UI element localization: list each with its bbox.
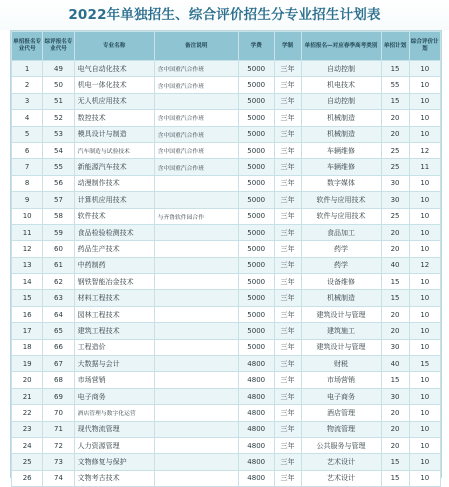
zong-ping-plan-cell: 10: [409, 224, 440, 240]
duration-cell: 三年: [274, 405, 301, 421]
dan-zhao-plan-cell: 25: [381, 159, 409, 175]
tuition-cell: 5000: [238, 61, 274, 77]
exam-category-cell: 市场营销: [301, 372, 381, 388]
exam-category-cell: 物流管理: [301, 421, 381, 437]
tuition-cell: 5000: [238, 159, 274, 175]
dan-zhao-plan-cell: 20: [381, 224, 409, 240]
table-row: [12, 274, 441, 290]
major-name-cell: 工程造价: [74, 339, 154, 355]
exam-category-cell: 建筑施工: [301, 323, 381, 339]
zong-ping-code-cell: 63: [43, 290, 74, 306]
duration-cell: 三年: [274, 323, 301, 339]
zong-ping-code-cell: 58: [43, 208, 74, 224]
table-row: [12, 175, 441, 191]
dan-zhao-code-cell: 19: [12, 356, 43, 372]
remark-cell: [154, 421, 238, 437]
exam-category-cell: 酒店管理: [301, 405, 381, 421]
dan-zhao-code-cell: 23: [12, 421, 43, 437]
duration-cell: 三年: [274, 126, 301, 142]
tuition-cell: 4800: [238, 437, 274, 453]
header-cell: 综合评价计划: [409, 32, 440, 61]
exam-category-cell: 软件与应用技术: [301, 208, 381, 224]
zong-ping-code-cell: 68: [43, 372, 74, 388]
zong-ping-code-cell: 60: [43, 241, 74, 257]
duration-cell: 三年: [274, 93, 301, 109]
major-name-cell: 软件技术: [74, 208, 154, 224]
tuition-cell: 5000: [238, 110, 274, 126]
zong-ping-code-cell: 64: [43, 306, 74, 322]
tuition-cell: 5000: [238, 257, 274, 273]
zong-ping-code-cell: 69: [43, 388, 74, 404]
exam-category-cell: 自动控制: [301, 93, 381, 109]
tuition-cell: 5000: [238, 241, 274, 257]
duration-cell: 三年: [274, 454, 301, 470]
tuition-cell: 5000: [238, 323, 274, 339]
table-row: [12, 306, 441, 322]
dan-zhao-code-cell: 14: [12, 274, 43, 290]
table-body: [12, 61, 441, 487]
major-name-cell: 市场营销: [74, 372, 154, 388]
major-name-cell: 汽车制造与试验技术: [74, 142, 154, 158]
exam-category-cell: 财税: [301, 356, 381, 372]
duration-cell: 三年: [274, 437, 301, 453]
zong-ping-code-cell: 71: [43, 421, 74, 437]
header-cell: 学费: [238, 32, 274, 61]
exam-category-cell: 机械制造: [301, 290, 381, 306]
exam-category-cell: 艺术设计: [301, 470, 381, 486]
tuition-cell: 5000: [238, 175, 274, 191]
table-row: [12, 372, 441, 388]
zong-ping-code-cell: 62: [43, 274, 74, 290]
major-name-cell: 钢铁智能冶金技术: [74, 274, 154, 290]
major-name-cell: 文物修复与保护: [74, 454, 154, 470]
table-row: [12, 388, 441, 404]
tuition-cell: 4800: [238, 372, 274, 388]
dan-zhao-code-cell: 7: [12, 159, 43, 175]
dan-zhao-plan-cell: 20: [381, 110, 409, 126]
header-cell: 单招报名专业代号: [12, 32, 43, 61]
tuition-cell: 4800: [238, 470, 274, 486]
major-name-cell: 模具设计与制造: [74, 126, 154, 142]
dan-zhao-plan-cell: 15: [381, 61, 409, 77]
zong-ping-code-cell: 70: [43, 405, 74, 421]
major-name-cell: 现代物流管理: [74, 421, 154, 437]
exam-category-cell: 建筑设计与管理: [301, 339, 381, 355]
dan-zhao-code-cell: 13: [12, 257, 43, 273]
table-header-row: [12, 32, 441, 61]
dan-zhao-plan-cell: 40: [381, 356, 409, 372]
major-name-cell: 数控技术: [74, 110, 154, 126]
tuition-cell: 4800: [238, 356, 274, 372]
dan-zhao-plan-cell: 20: [381, 421, 409, 437]
dan-zhao-code-cell: 22: [12, 405, 43, 421]
zong-ping-plan-cell: 10: [409, 388, 440, 404]
dan-zhao-code-cell: 26: [12, 470, 43, 486]
dan-zhao-plan-cell: 15: [381, 290, 409, 306]
tuition-cell: 5000: [238, 290, 274, 306]
header-cell: 单招计划: [381, 32, 409, 61]
dan-zhao-code-cell: 24: [12, 437, 43, 453]
table-row: [12, 192, 441, 208]
remark-cell: 含中国重汽合作班: [154, 142, 238, 158]
major-name-cell: 计算机应用技术: [74, 192, 154, 208]
duration-cell: 三年: [274, 110, 301, 126]
remark-cell: [154, 470, 238, 486]
remark-cell: [154, 241, 238, 257]
tuition-cell: 4800: [238, 421, 274, 437]
zong-ping-code-cell: 57: [43, 192, 74, 208]
tuition-cell: 4800: [238, 405, 274, 421]
remark-cell: [154, 372, 238, 388]
remark-cell: 含中国重汽合作班: [154, 159, 238, 175]
zong-ping-plan-cell: 10: [409, 437, 440, 453]
zong-ping-plan-cell: 10: [409, 208, 440, 224]
zong-ping-plan-cell: 10: [409, 421, 440, 437]
duration-cell: 三年: [274, 290, 301, 306]
tuition-cell: 4800: [238, 388, 274, 404]
dan-zhao-code-cell: 2: [12, 77, 43, 93]
major-name-cell: 大数据与会计: [74, 356, 154, 372]
exam-category-cell: 车辆维修: [301, 142, 381, 158]
table-row: [12, 405, 441, 421]
table-row: [12, 290, 441, 306]
zong-ping-plan-cell: 10: [409, 192, 440, 208]
duration-cell: 三年: [274, 77, 301, 93]
zong-ping-plan-cell: 11: [409, 159, 440, 175]
dan-zhao-plan-cell: 30: [381, 192, 409, 208]
major-name-cell: 动漫制作技术: [74, 175, 154, 191]
tuition-cell: 5000: [238, 77, 274, 93]
dan-zhao-code-cell: 18: [12, 339, 43, 355]
tuition-cell: 5000: [238, 274, 274, 290]
zong-ping-code-cell: 49: [43, 61, 74, 77]
zong-ping-code-cell: 73: [43, 454, 74, 470]
major-name-cell: 人力资源管理: [74, 437, 154, 453]
zong-ping-code-cell: 50: [43, 77, 74, 93]
remark-cell: 与齐鲁软件园合作: [154, 208, 238, 224]
dan-zhao-plan-cell: 20: [381, 306, 409, 322]
duration-cell: 三年: [274, 142, 301, 158]
zong-ping-code-cell: 53: [43, 126, 74, 142]
dan-zhao-plan-cell: 55: [381, 77, 409, 93]
exam-category-cell: 建筑设计与管理: [301, 306, 381, 322]
major-name-cell: 药品生产技术: [74, 241, 154, 257]
major-name-cell: 新能源汽车技术: [74, 159, 154, 175]
remark-cell: 含中国重汽合作班: [154, 61, 238, 77]
duration-cell: 三年: [274, 192, 301, 208]
zong-ping-plan-cell: 10: [409, 110, 440, 126]
table-row: [12, 93, 441, 109]
remark-cell: [154, 437, 238, 453]
zong-ping-plan-cell: 10: [409, 306, 440, 322]
zong-ping-code-cell: 54: [43, 142, 74, 158]
exam-category-cell: 电子商务: [301, 388, 381, 404]
table-row: [12, 159, 441, 175]
exam-category-cell: 机械制造: [301, 110, 381, 126]
zong-ping-plan-cell: 10: [409, 274, 440, 290]
remark-cell: [154, 192, 238, 208]
remark-cell: [154, 339, 238, 355]
duration-cell: 三年: [274, 175, 301, 191]
dan-zhao-plan-cell: 15: [381, 274, 409, 290]
dan-zhao-plan-cell: 25: [381, 142, 409, 158]
duration-cell: 三年: [274, 356, 301, 372]
table-row: [12, 61, 441, 77]
table-row: [12, 77, 441, 93]
zong-ping-plan-cell: 10: [409, 470, 440, 486]
duration-cell: 三年: [274, 159, 301, 175]
header-cell: 备注说明: [154, 32, 238, 61]
header-cell: 学制: [274, 32, 301, 61]
table-row: [12, 142, 441, 158]
zong-ping-code-cell: 67: [43, 356, 74, 372]
zong-ping-plan-cell: 10: [409, 372, 440, 388]
zong-ping-plan-cell: 10: [409, 405, 440, 421]
dan-zhao-plan-cell: 15: [381, 372, 409, 388]
zong-ping-code-cell: 72: [43, 437, 74, 453]
exam-category-cell: 艺术设计: [301, 454, 381, 470]
remark-cell: [154, 290, 238, 306]
table-row: [12, 208, 441, 224]
page-title: 2022年单独招生、综合评价招生分专业招生计划表: [0, 0, 449, 30]
dan-zhao-code-cell: 8: [12, 175, 43, 191]
zong-ping-plan-cell: 10: [409, 126, 440, 142]
table-row: [12, 323, 441, 339]
tuition-cell: 5000: [238, 93, 274, 109]
table-row: [12, 470, 441, 486]
duration-cell: 三年: [274, 421, 301, 437]
zong-ping-code-cell: 66: [43, 339, 74, 355]
tuition-cell: 4800: [238, 454, 274, 470]
major-name-cell: 材料工程技术: [74, 290, 154, 306]
remark-cell: 含中国重汽合作班: [154, 110, 238, 126]
table-row: [12, 437, 441, 453]
dan-zhao-code-cell: 25: [12, 454, 43, 470]
tuition-cell: 5000: [238, 224, 274, 240]
dan-zhao-plan-cell: 20: [381, 323, 409, 339]
remark-cell: [154, 175, 238, 191]
dan-zhao-code-cell: 10: [12, 208, 43, 224]
duration-cell: 三年: [274, 339, 301, 355]
exam-category-cell: 公共服务与管理: [301, 437, 381, 453]
table-row: [12, 110, 441, 126]
header-cell: 单招报名—对应春季高考类别: [301, 32, 381, 61]
zong-ping-plan-cell: 10: [409, 175, 440, 191]
major-name-cell: 文物考古技术: [74, 470, 154, 486]
zong-ping-plan-cell: 10: [409, 61, 440, 77]
tuition-cell: 5000: [238, 126, 274, 142]
table-row: [12, 421, 441, 437]
remark-cell: [154, 388, 238, 404]
dan-zhao-plan-cell: 30: [381, 388, 409, 404]
tuition-cell: 5000: [238, 142, 274, 158]
dan-zhao-code-cell: 20: [12, 372, 43, 388]
dan-zhao-plan-cell: 20: [381, 405, 409, 421]
header-cell: 专业名称: [74, 32, 154, 61]
dan-zhao-code-cell: 4: [12, 110, 43, 126]
dan-zhao-plan-cell: 20: [381, 241, 409, 257]
table-row: [12, 224, 441, 240]
tuition-cell: 5000: [238, 192, 274, 208]
dan-zhao-plan-cell: 20: [381, 126, 409, 142]
zong-ping-plan-cell: 10: [409, 323, 440, 339]
dan-zhao-code-cell: 17: [12, 323, 43, 339]
duration-cell: 三年: [274, 241, 301, 257]
exam-category-cell: 食品加工: [301, 224, 381, 240]
remark-cell: [154, 356, 238, 372]
zong-ping-code-cell: 74: [43, 470, 74, 486]
dan-zhao-code-cell: 3: [12, 93, 43, 109]
zong-ping-plan-cell: 10: [409, 454, 440, 470]
zong-ping-plan-cell: 10: [409, 241, 440, 257]
major-name-cell: 无人机应用技术: [74, 93, 154, 109]
remark-cell: [154, 405, 238, 421]
zong-ping-plan-cell: 12: [409, 142, 440, 158]
dan-zhao-plan-cell: 15: [381, 454, 409, 470]
enrollment-table-container: [10, 30, 442, 483]
zong-ping-code-cell: 52: [43, 110, 74, 126]
major-name-cell: 电气自动化技术: [74, 61, 154, 77]
zong-ping-code-cell: 55: [43, 159, 74, 175]
duration-cell: 三年: [274, 224, 301, 240]
exam-category-cell: 设备维修: [301, 274, 381, 290]
major-name-cell: 电子商务: [74, 388, 154, 404]
dan-zhao-code-cell: 16: [12, 306, 43, 322]
dan-zhao-plan-cell: 15: [381, 93, 409, 109]
major-name-cell: 酒店管理与数字化运营: [74, 405, 154, 421]
zong-ping-code-cell: 51: [43, 93, 74, 109]
tuition-cell: 5000: [238, 306, 274, 322]
duration-cell: 三年: [274, 274, 301, 290]
dan-zhao-code-cell: 1: [12, 61, 43, 77]
dan-zhao-code-cell: 9: [12, 192, 43, 208]
dan-zhao-code-cell: 11: [12, 224, 43, 240]
dan-zhao-plan-cell: 30: [381, 175, 409, 191]
exam-category-cell: 机械制造: [301, 126, 381, 142]
dan-zhao-plan-cell: 30: [381, 339, 409, 355]
zong-ping-plan-cell: 10: [409, 339, 440, 355]
remark-cell: [154, 224, 238, 240]
dan-zhao-code-cell: 21: [12, 388, 43, 404]
dan-zhao-plan-cell: 20: [381, 437, 409, 453]
remark-cell: [154, 274, 238, 290]
header-cell: 综评报名专业代号: [43, 32, 74, 61]
zong-ping-code-cell: 56: [43, 175, 74, 191]
exam-category-cell: 软件与应用技术: [301, 192, 381, 208]
duration-cell: 三年: [274, 388, 301, 404]
enrollment-plan-table: [11, 31, 441, 487]
dan-zhao-plan-cell: 15: [381, 470, 409, 486]
duration-cell: 三年: [274, 470, 301, 486]
table-row: [12, 257, 441, 273]
remark-cell: [154, 257, 238, 273]
remark-cell: [154, 306, 238, 322]
tuition-cell: 5000: [238, 339, 274, 355]
major-name-cell: 食品检验检测技术: [74, 224, 154, 240]
exam-category-cell: 机电技术: [301, 77, 381, 93]
zong-ping-plan-cell: 10: [409, 77, 440, 93]
table-row: [12, 356, 441, 372]
duration-cell: 三年: [274, 372, 301, 388]
dan-zhao-code-cell: 12: [12, 241, 43, 257]
zong-ping-code-cell: 65: [43, 323, 74, 339]
duration-cell: 三年: [274, 208, 301, 224]
major-name-cell: 建筑工程技术: [74, 323, 154, 339]
exam-category-cell: 数字媒体: [301, 175, 381, 191]
table-row: [12, 126, 441, 142]
zong-ping-code-cell: 59: [43, 224, 74, 240]
zong-ping-plan-cell: 10: [409, 290, 440, 306]
exam-category-cell: 药学: [301, 241, 381, 257]
exam-category-cell: 车辆维修: [301, 159, 381, 175]
zong-ping-plan-cell: 10: [409, 93, 440, 109]
major-name-cell: 中药制药: [74, 257, 154, 273]
major-name-cell: 园林工程技术: [74, 306, 154, 322]
zong-ping-code-cell: 61: [43, 257, 74, 273]
duration-cell: 三年: [274, 306, 301, 322]
duration-cell: 三年: [274, 61, 301, 77]
remark-cell: [154, 454, 238, 470]
dan-zhao-code-cell: 5: [12, 126, 43, 142]
major-name-cell: 机电一体化技术: [74, 77, 154, 93]
dan-zhao-code-cell: 15: [12, 290, 43, 306]
dan-zhao-plan-cell: 40: [381, 257, 409, 273]
exam-category-cell: 自动控制: [301, 61, 381, 77]
exam-category-cell: 药学: [301, 257, 381, 273]
table-row: [12, 454, 441, 470]
remark-cell: [154, 93, 238, 109]
zong-ping-plan-cell: 12: [409, 257, 440, 273]
table-row: [12, 339, 441, 355]
table-row: [12, 241, 441, 257]
remark-cell: 含中国重汽合作班: [154, 77, 238, 93]
duration-cell: 三年: [274, 257, 301, 273]
dan-zhao-code-cell: 6: [12, 142, 43, 158]
tuition-cell: 5000: [238, 208, 274, 224]
zong-ping-plan-cell: 15: [409, 356, 440, 372]
remark-cell: 含中国重汽合作班: [154, 126, 238, 142]
dan-zhao-plan-cell: 25: [381, 208, 409, 224]
remark-cell: [154, 323, 238, 339]
